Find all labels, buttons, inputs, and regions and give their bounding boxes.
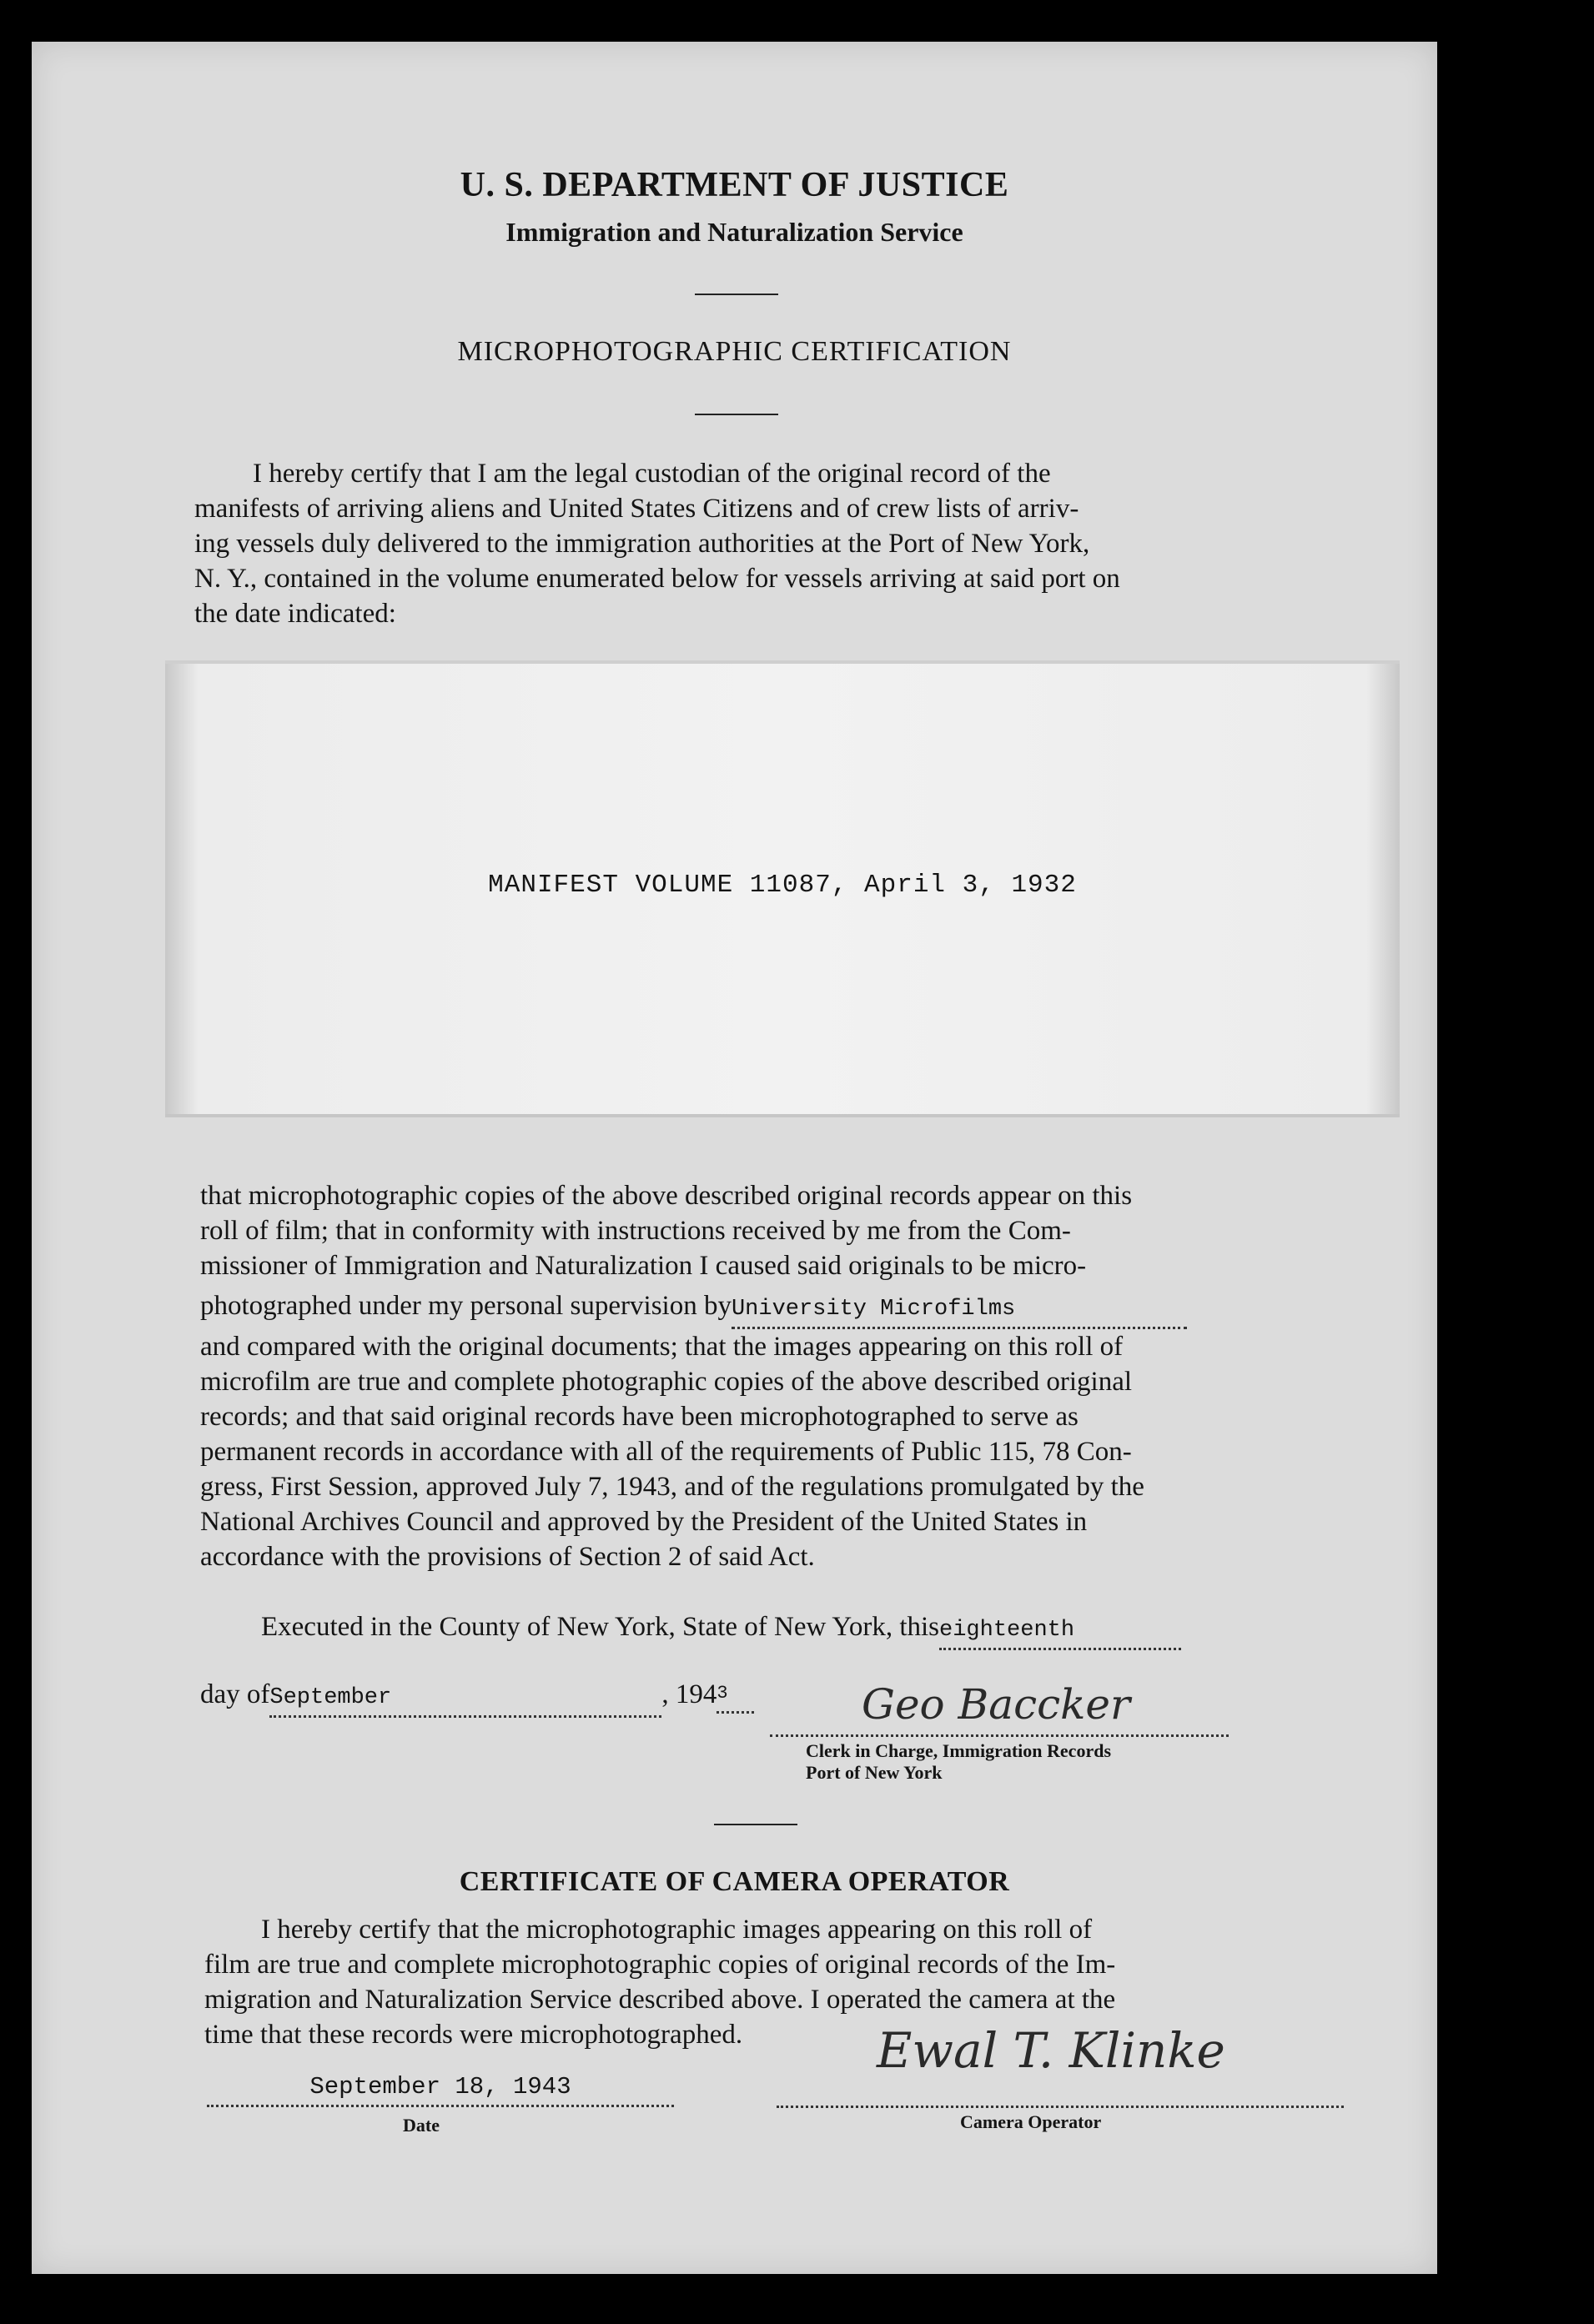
paragraph-line: National Archives Council and approved by the President of the United States in — [200, 1507, 1088, 1537]
supervision-value: University Microfilms — [732, 1292, 1187, 1329]
body-paragraph — [200, 1178, 1324, 1574]
paragraph-line: I hereby certify that the microphotographic images appearing on this roll of — [261, 1915, 1093, 1945]
date-value: September 18, 1943 — [309, 2073, 571, 2101]
paragraph-line: records; and that said original records have been microphotographed to serve as — [200, 1402, 1079, 1432]
day-of-line — [200, 1676, 867, 1718]
paragraph-line: that microphotographic copies of the above described original records appear on this — [200, 1181, 1133, 1211]
executed-label: Executed in the County of New York, State of New York, this — [261, 1612, 940, 1642]
day-of-label: day of — [200, 1679, 270, 1709]
paragraph-line: the date indicated: — [194, 599, 396, 629]
clerk-title-line: Port of New York — [806, 1762, 943, 1783]
divider — [714, 1824, 797, 1825]
supervision-label: photographed under my personal supervision by — [200, 1291, 732, 1321]
month-value: September — [269, 1680, 661, 1718]
paragraph-line: manifests of arriving aliens and United States Citizens and of crew lists of arriv- — [194, 494, 1079, 524]
paragraph-line: time that these records were microphotographed. — [204, 2020, 743, 2050]
certificate-page — [32, 42, 1437, 2274]
service-subheading: Immigration and Naturalization Service — [505, 217, 963, 247]
paragraph-line: N. Y., contained in the volume enumerated below for vessels arriving at said port on — [194, 564, 1120, 594]
paragraph-line: microfilm are true and complete photographic copies of the above described original — [200, 1367, 1133, 1397]
operator-label: Camera Operator — [960, 2111, 1102, 2132]
paragraph-line: gress, First Session, approved July 7, 1943, and of the regulations promulgated by the — [200, 1472, 1144, 1502]
manifest-volume: MANIFEST VOLUME 11087, April 3, 1932 — [488, 871, 1077, 900]
paragraph-line: permanent records in accordance with all of the requirements of Public 115, 78 Con- — [200, 1437, 1132, 1467]
paragraph-line: missioner of Immigration and Naturalization I caused said originals to be micro- — [200, 1251, 1087, 1281]
operator-signature-line — [777, 2022, 1344, 2108]
executed-day: eighteenth — [939, 1613, 1181, 1650]
date-line — [207, 2068, 674, 2107]
intro-paragraph — [194, 456, 1322, 631]
paragraph-line: I hereby certify that I am the legal custodian of the original record of the — [253, 459, 1051, 489]
paragraph-line: film are true and complete microphotographic copies of original records of the Im- — [204, 1950, 1116, 1980]
clerk-signature-line — [770, 1680, 1229, 1737]
paragraph-line: and compared with the original documents; that the images appearing on this roll of — [200, 1332, 1124, 1362]
operator-signature: Ewal T. Klinke — [877, 2022, 1225, 2079]
department-heading: U. S. DEPARTMENT OF JUSTICE — [460, 166, 1009, 204]
paragraph-line: ing vessels duly delivered to the immigration authorities at the Port of New York, — [194, 529, 1090, 559]
year-prefix: , 194 — [661, 1679, 717, 1709]
divider — [695, 294, 778, 295]
supervision-line — [200, 1288, 1324, 1329]
paragraph-line: migration and Naturalization Service described above. I operated the camera at the — [204, 1985, 1116, 2015]
paragraph-line: accordance with the provisions of Section 2 of said Act. — [200, 1542, 815, 1572]
manifest-insert — [165, 660, 1400, 1117]
clerk-title-line: Clerk in Charge, Immigration Records — [806, 1740, 1112, 1761]
date-label: Date — [403, 2115, 440, 2136]
clerk-signature: Geo Baccker — [862, 1680, 1130, 1729]
certification-title: MICROPHOTOGRAPHIC CERTIFICATION — [457, 336, 1012, 367]
paragraph-line: roll of film; that in conformity with instructions received by me from the Com- — [200, 1216, 1071, 1246]
divider — [695, 414, 778, 415]
camera-operator-title: CERTIFICATE OF CAMERA OPERATOR — [459, 1866, 1010, 1897]
clerk-title — [806, 1740, 1273, 1784]
year-digit: 3 — [717, 1676, 754, 1714]
executed-line — [261, 1609, 1337, 1650]
